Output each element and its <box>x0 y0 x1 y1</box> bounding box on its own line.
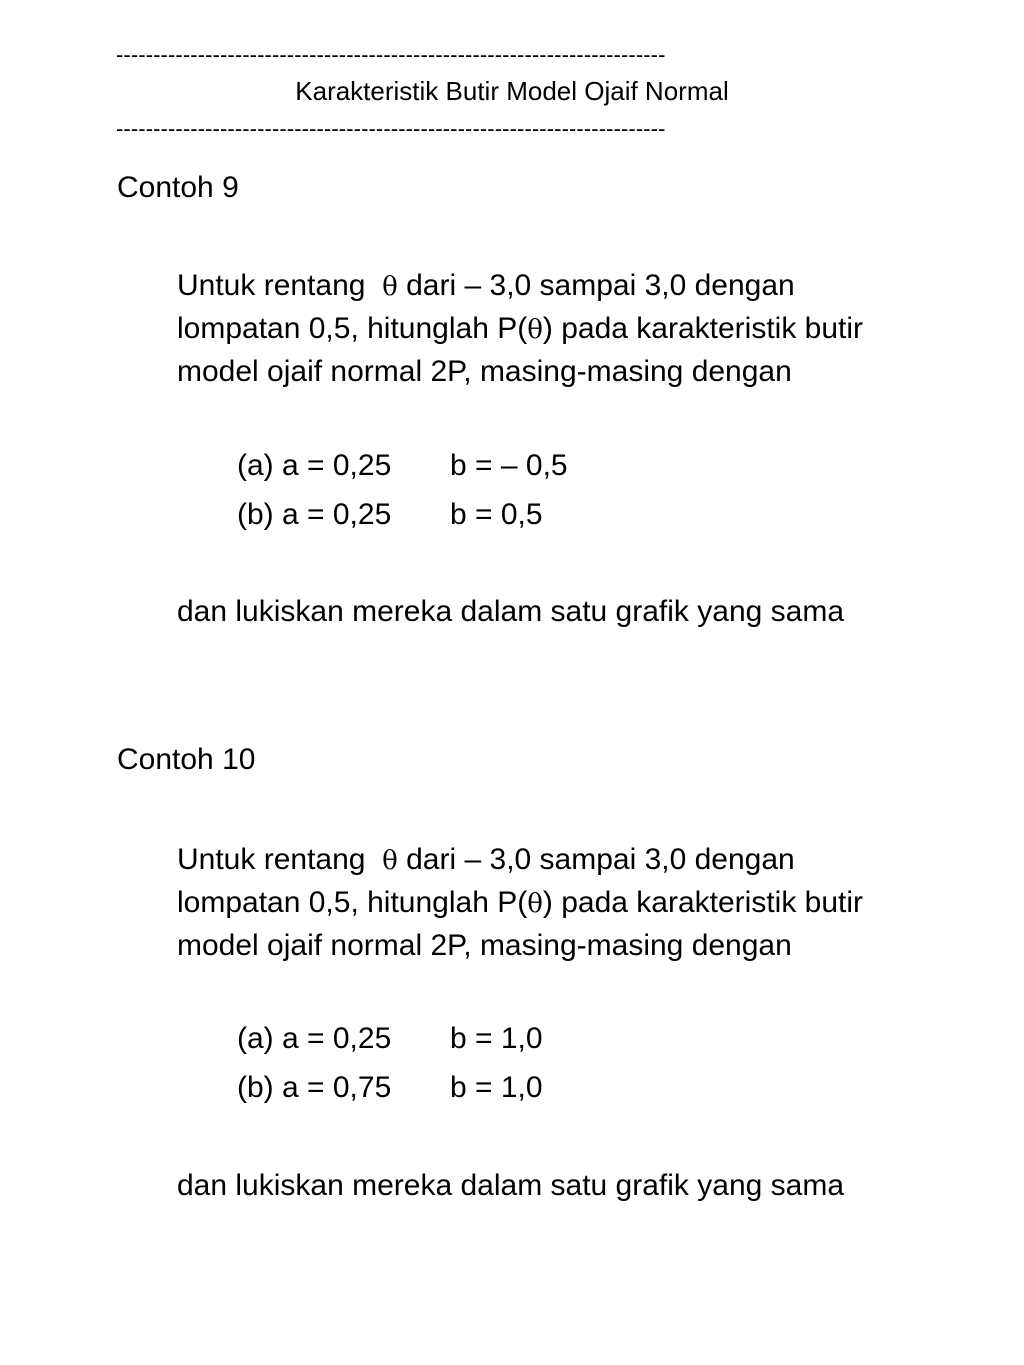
problem-text: ) pada karakteristik butir <box>542 886 864 919</box>
theta-symbol: θ <box>527 889 543 919</box>
case-b-value: b = – 0,5 <box>450 449 568 482</box>
problem-line-1 <box>177 839 863 882</box>
problem-text: dari – 3,0 sampai 3,0 dengan <box>406 269 795 302</box>
problem-text: lompatan 0,5, hitunglah P( <box>177 886 528 919</box>
case-b-value: b = 0,5 <box>450 498 543 531</box>
case-label: (a) a = 0,25 <box>237 449 392 482</box>
problem-line-3: model ojaif normal 2P, masing-masing dengan <box>177 929 792 962</box>
case-b-value: b = 1,0 <box>450 1071 543 1104</box>
problem-text: ) pada karakteristik butir <box>542 312 864 345</box>
problem-text: Untuk rentang <box>177 843 366 876</box>
header-rule-bottom: -------------------------------------------------------------------------- <box>116 116 666 141</box>
case-item <box>237 448 568 484</box>
example-problem-text <box>177 265 863 392</box>
problem-text: lompatan 0,5, hitunglah P( <box>177 312 528 345</box>
example-closing-text: dan lukiskan mereka dalam satu grafik yang sama <box>177 1169 845 1202</box>
case-item <box>237 497 543 533</box>
case-item <box>237 1021 543 1057</box>
theta-symbol: θ <box>527 315 543 345</box>
example-heading: Contoh 10 <box>117 743 256 776</box>
case-label: (b) a = 0,25 <box>237 498 392 531</box>
problem-line-2 <box>177 882 863 925</box>
problem-line-3: model ojaif normal 2P, masing-masing dengan <box>177 355 792 388</box>
theta-symbol: θ <box>382 272 398 302</box>
example-heading: Contoh 9 <box>117 171 239 204</box>
case-label: (a) a = 0,25 <box>237 1022 392 1055</box>
case-item <box>237 1070 543 1106</box>
problem-text: dari – 3,0 sampai 3,0 dengan <box>406 843 795 876</box>
problem-text: Untuk rentang <box>177 269 366 302</box>
example-problem-text <box>177 839 863 966</box>
case-b-value: b = 1,0 <box>450 1022 543 1055</box>
header-rule-top: -------------------------------------------------------------------------- <box>116 42 666 67</box>
problem-line-2 <box>177 308 863 351</box>
case-label: (b) a = 0,75 <box>237 1071 392 1104</box>
page-title: Karakteristik Butir Model Ojaif Normal <box>295 76 729 106</box>
theta-symbol: θ <box>382 846 398 876</box>
problem-line-1 <box>177 265 863 308</box>
example-closing-text: dan lukiskan mereka dalam satu grafik yang sama <box>177 595 845 628</box>
